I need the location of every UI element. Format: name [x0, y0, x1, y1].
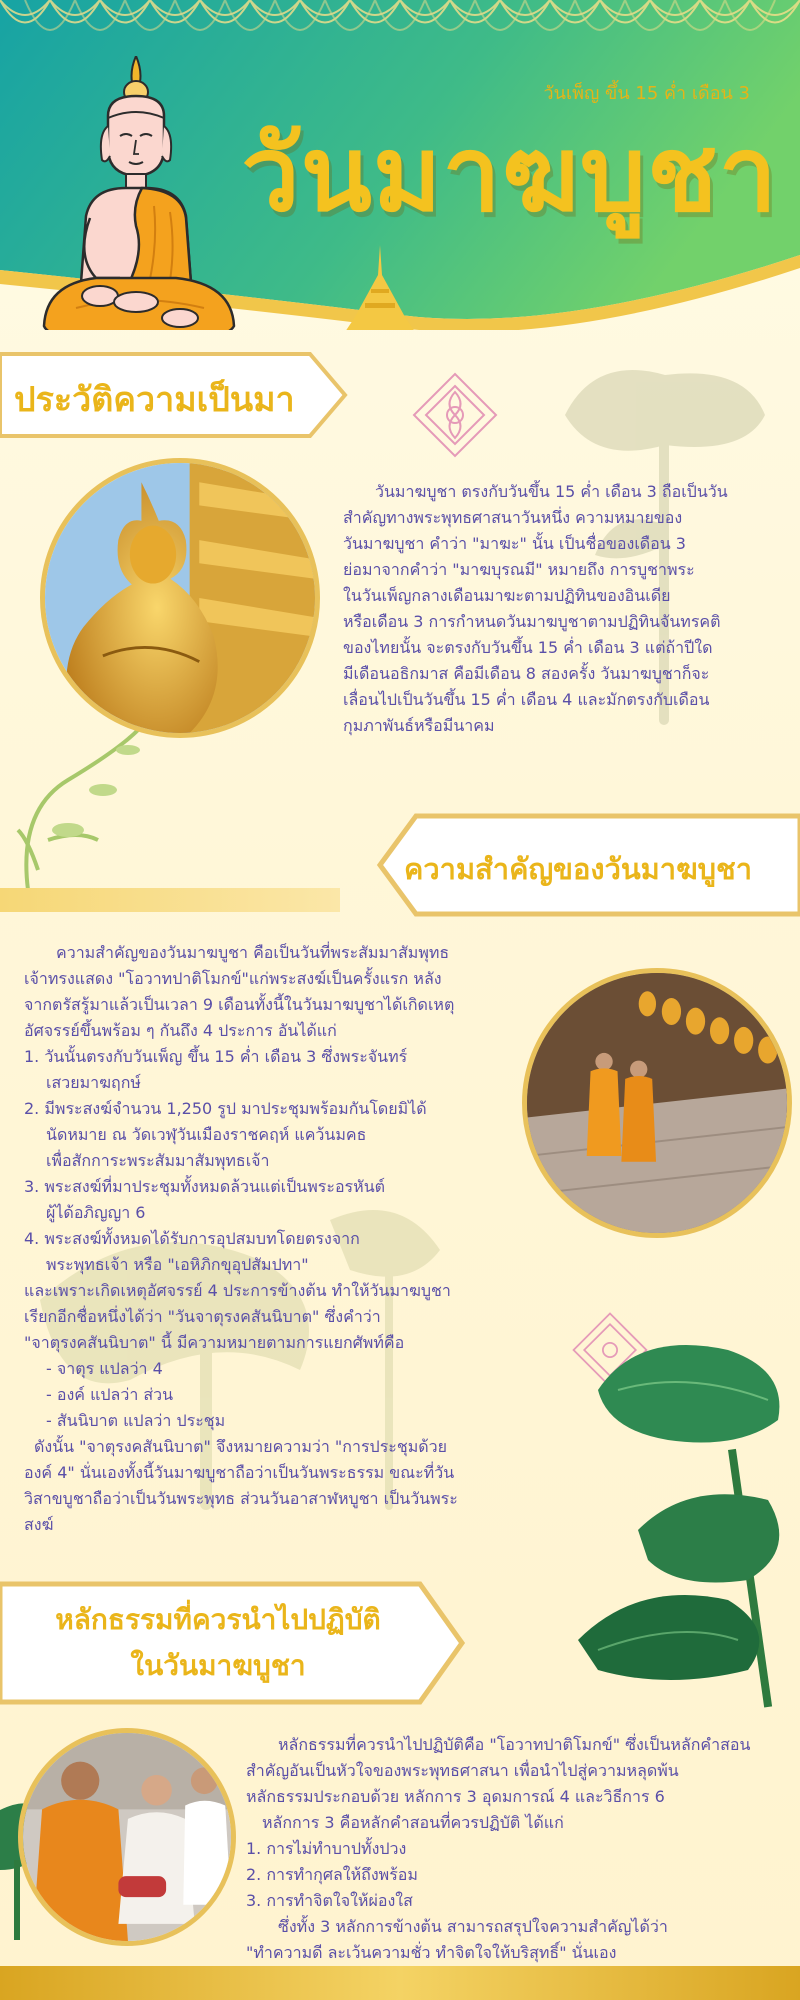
miracle-item: 1. วันนั้นตรงกับวันเพ็ญ ขึ้น 15 ค่ำ เดือน 3 ซึ่งพระจันทร์: [24, 1047, 408, 1066]
section-heading-history-text: ประวัติความเป็นมา: [14, 380, 295, 420]
header: [0, 0, 800, 330]
importance-after-line: เรียกอีกชื่อหนึ่งได้ว่า "วันจาตุรงคสันนิบาต" ซึ่งคำว่า: [24, 1307, 381, 1326]
section-heading-dharma-line2: ในวันมาฆบูชา: [130, 1649, 306, 1682]
section-heading-dharma: [0, 1578, 470, 1708]
dharma-intro-line: หลักการ 3 คือหลักคำสอนที่ควรปฏิบัติ ได้แก่: [262, 1813, 564, 1832]
miracle-item-cont: ผู้ได้อภิญญา 6: [46, 1203, 146, 1222]
history-line: วันมาฆบูชา คำว่า "มาฆะ" นั้น เป็นชื่อของเดือน 3: [343, 534, 686, 553]
miracle-item: 2. มีพระสงฆ์จำนวน 1,250 รูป มาประชุมพร้อมกันโดยมิได้: [24, 1099, 427, 1118]
principle-item: 3. การทำจิตใจให้ผ่องใส: [246, 1891, 413, 1910]
importance-closing-line: องค์ 4" นั่นเองทั้งนี้วันมาฆบูชาถือว่าเป็นวันพระธรรม ขณะที่วัน: [24, 1463, 455, 1482]
stupa-icon: [335, 245, 425, 330]
buddha-statue-icon: [36, 56, 246, 330]
history-line: วันมาฆบูชา ตรงกับวันขึ้น 15 ค่ำ เดือน 3 ถือเป็นวัน: [375, 482, 728, 501]
diamond-ornament-icon: [410, 370, 500, 460]
importance-after-line: และเพราะเกิดเหตุอัศจรรย์ 4 ประการข้างต้น ทำให้วันมาฆบูชา: [24, 1281, 451, 1300]
principle-item: 2. การทำกุศลให้ถึงพร้อม: [246, 1865, 418, 1884]
history-line: ในวันเพ็ญกลางเดือนมาฆะตามปฏิทินของอินเดีย: [343, 586, 671, 605]
dharma-intro-line: หลักธรรมประกอบด้วย หลักการ 3 อุดมการณ์ 4 และวิธีการ 6: [246, 1787, 665, 1806]
history-line: ของไทยนั้น จะตรงกับวันขึ้น 15 ค่ำ เดือน 3 แต่ถ้าปีใด: [343, 638, 713, 657]
principle-item: 1. การไม่ทำบาปทั้งปวง: [246, 1839, 407, 1858]
history-line: มีเดือนอธิกมาส คือมีเดือน 8 สองครั้ง วันมาฆบูชาก็จะ: [343, 664, 710, 683]
importance-intro-line: ความสำคัญของวันมาฆบูชา คือเป็นวันที่พระสัมมาสัมพุทธ: [56, 943, 450, 962]
importance-closing-line: สงฆ์: [24, 1515, 54, 1534]
miracle-item-cont: เพื่อสักการะพระสัมมาสัมพุทธเจ้า: [46, 1151, 270, 1170]
importance-intro-line: อัศจรรย์ขึ้นพร้อม ๆ กันถึง 4 ประการ อันได้แก่: [24, 1021, 337, 1040]
dharma-closing-line: ซึ่งทั้ง 3 หลักการข้างต้น สามารถสรุปใจความสำคัญได้ว่า: [278, 1917, 668, 1936]
miracle-item: 3. พระสงฆ์ที่มาประชุมทั้งหมดล้วนแต่เป็นพระอรหันต์: [24, 1177, 386, 1196]
term-definition: - สันนิบาต แปลว่า ประชุม: [46, 1411, 226, 1430]
miracle-item-cont: นัดหมาย ณ วัดเวฬุวันเมืองราชคฤห์ แคว้นมคธ: [46, 1125, 367, 1144]
miracle-item-cont: เสวยมาฆฤกษ์: [46, 1073, 141, 1092]
miracle-item: 4. พระสงฆ์ทั้งหมดได้รับการอุปสมบทโดยตรงจาก: [24, 1229, 360, 1248]
importance-closing-line: วิสาขบูชาถือว่าเป็นวันพระพุทธ ส่วนวันอาสาฬหบูชา เป็นวันพระ: [24, 1489, 458, 1508]
footer-gold-bar: [0, 1966, 800, 2000]
golden-buddha-photo: [40, 458, 320, 738]
history-line: สำคัญทางพระพุทธศาสนาวันหนึ่ง ความหมายของ: [343, 508, 683, 527]
importance-closing-line: ดังนั้น "จาตุรงคสันนิบาต" จึงหมายความว่า "การประชุมด้วย: [34, 1437, 448, 1456]
miracle-item-cont: พระพุทธเจ้า หรือ "เอหิภิกขุอุปสัมปทา": [46, 1255, 309, 1274]
dharma-intro-line: หลักธรรมที่ควรนำไปปฏิบัติคือ "โอวาทปาติโมกข์" ซึ่งเป็นหลักคำสอน: [278, 1735, 751, 1754]
importance-text: [24, 940, 514, 1538]
history-line: เลื่อนไปเป็นวันขึ้น 15 ค่ำ เดือน 4 และมักตรงกับเดือน: [343, 690, 710, 709]
monks-walking-photo: [522, 968, 792, 1238]
date-subtitle: วันเพ็ญ ขึ้น 15 ค่ำ เดือน 3: [543, 83, 750, 104]
section-heading-importance-text: ความสำคัญของวันมาฆบูชา: [404, 852, 752, 886]
importance-intro-line: จากตรัสรู้มาแล้วเป็นเวลา 9 เดือนทั้งนี้ในวันมาฆบูชาได้เกิดเหตุ: [24, 995, 455, 1014]
merit-offering-photo: [18, 1728, 236, 1946]
history-line: กุมภาพันธ์หรือมีนาคม: [343, 716, 495, 735]
history-line: หรือเดือน 3 การกำหนดวันมาฆบูชาตามปฏิทินจันทรคติ: [343, 612, 721, 631]
lotus-leaf-icon: [578, 1330, 800, 1710]
dharma-closing-line: "ทำความดี ละเว้นความชั่ว ทำจิตใจให้บริสุทธิ์" นั่นเอง: [246, 1943, 617, 1962]
section-heading-importance: [376, 810, 800, 920]
vine-icon: [8, 720, 158, 900]
importance-intro-line: เจ้าทรงแสดง "โอวาทปาติโมกข์"แก่พระสงฆ์เป็นครั้งแรก หลัง: [24, 969, 442, 988]
history-paragraph: [343, 479, 788, 739]
dharma-intro-line: สำคัญอันเป็นหัวใจของพระพุทธศาสนา เพื่อนำไปสู่ความหลุดพ้น: [246, 1761, 679, 1780]
importance-after-line: "จาตุรงคสันนิบาต" นี้ มีความหมายตามการแยกศัพท์คือ: [24, 1333, 405, 1352]
term-definition: - องค์ แปลว่า ส่วน: [46, 1385, 174, 1404]
gold-divider-strip: [0, 888, 340, 912]
page-title: วันมาฆบูชา: [241, 113, 778, 235]
section-heading-history: [0, 350, 350, 440]
dharma-text: [246, 1732, 792, 1966]
history-line: ย่อมาจากคำว่า "มาฆบุรณมี" หมายถึง การบูชาพระ: [343, 560, 695, 579]
section-heading-dharma-line1: หลักธรรมที่ควรนำไปปฏิบัติ: [55, 1603, 381, 1636]
term-definition: - จาตุร แปลว่า 4: [46, 1359, 163, 1378]
